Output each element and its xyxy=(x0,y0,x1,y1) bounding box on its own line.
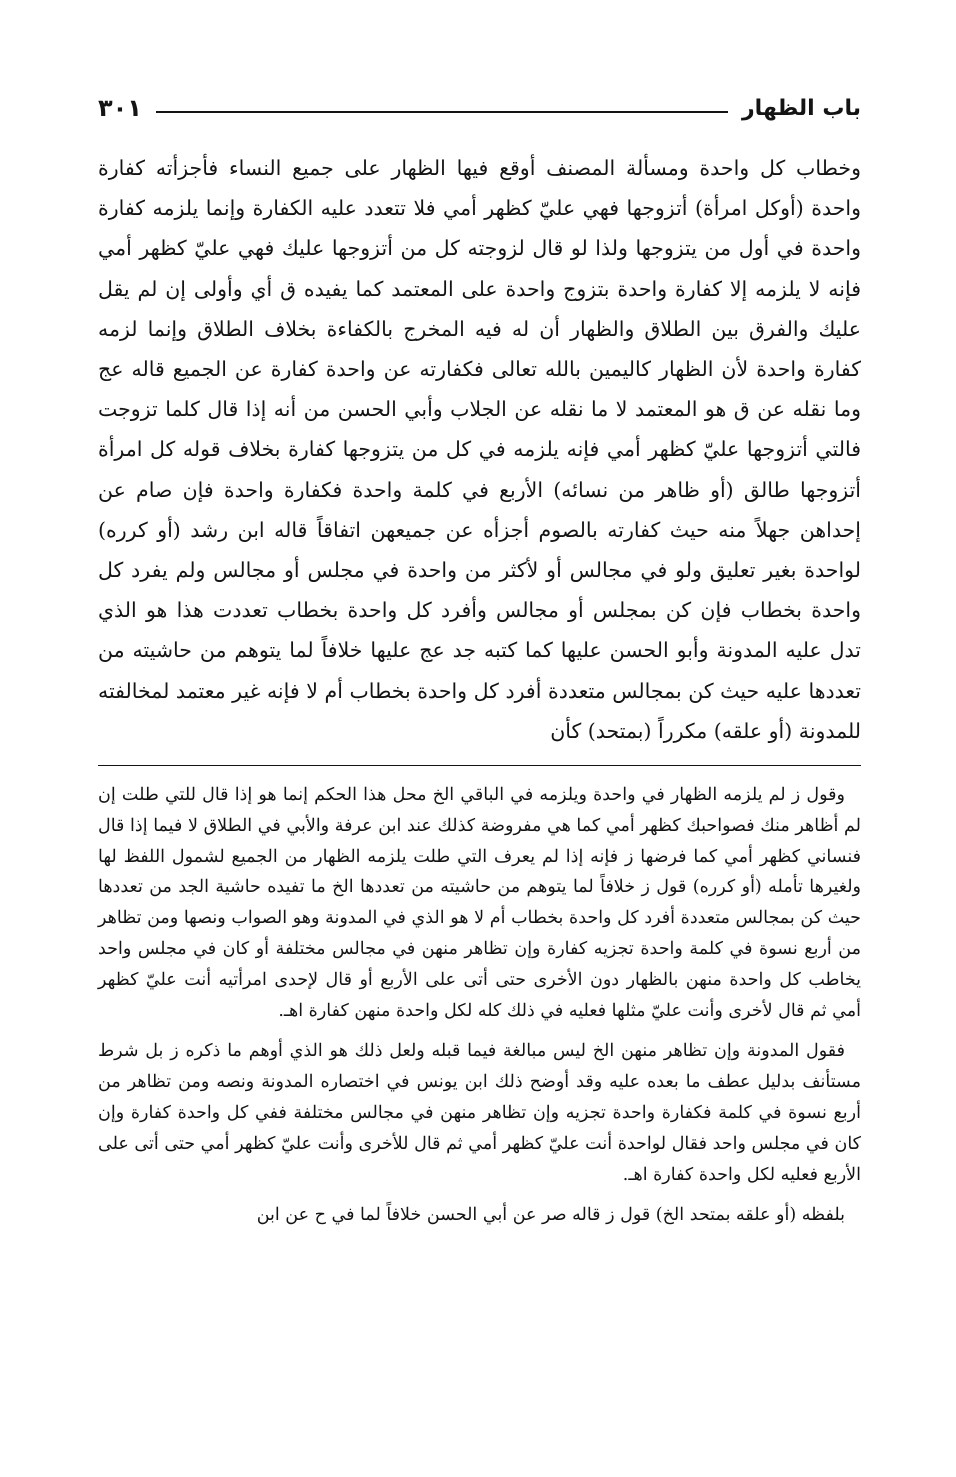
header-rule xyxy=(156,111,728,113)
running-header xyxy=(98,88,861,128)
page-number: ٣٠١ xyxy=(98,94,142,122)
footnote-divider xyxy=(98,765,861,766)
footnotes xyxy=(98,780,861,1231)
footnote-paragraph: وقول ز لم يلزمه الظهار في واحدة ويلزمه في الباقي الخ محل هذا الحكم إنما هو إذا قال للتي طلت إن لم أظاهر منك فصواحبك كظهر أمي كما هي مفروضة كذلك عند ابن عرفة والأبي في الطلاق لا فيما إذا قال فنساني كظهر أمي كما فرضها ز فإنه إذا لم يعرف التي طلت يلزمه الظهار من الجميع لشمول اللفظ لها ولغيرها تأمله (أو كرره) قول ز خلافاً لما يتوهم من حاشيته من تعددها الخ ما تفيده حاشية الجد من تعددها حيث كن بمجالس متعددة أفرد كل واحدة بخطاب أم لا هو الذي في المدونة وهو الصواب ونصها ومن تظاهر من أربع نسوة في كلمة واحدة تجزيه كفارة وإن تظاهر منهن في مجالس مختلفة أو كان في مجلس واحد يخاطب كل واحدة منهن بالظهار دون الأخرى حتى أتى على الأربع أو قال لإحدى امرأتيه أنت عليّ كظهر أمي ثم قال لأخرى وأنت عليّ مثلها فعليه في ذلك كله لكل واحدة منهن كفارة اهـ. xyxy=(98,785,861,1021)
main-paragraph: وخطاب كل واحدة ومسألة المصنف أوقع فيها الظهار على جميع النساء فأجزأته كفارة واحدة (أوكل امرأة) أتزوجها فهي عليّ كظهر أمي فلا تتعدد عليه الكفارة وإنما يلزمه كفارة واحدة في أول من يتزوجها ولذا لو قال لزوجته كل من أتزوجها عليك فهي عليّ كظهر أمي فإنه لا يلزمه إلا كفارة واحدة بتزوج واحدة على المعتمد كما يفيده ق أي وأولى إن لم يقل عليك والفرق بين الطلاق والظهار أن له فيه المخرج بالكفاءة بخلاف الطلاق وإنما لزمه كفارة واحدة لأن الظهار كاليمين بالله تعالى فكفارته عن واحدة كفارة عن الجميع قاله عج وما نقله عن ق هو المعتمد لا ما نقله عن الجلاب وأبي الحسن من أنه إذا قال كلما تزوجت فالتي أتزوجها عليّ كظهر أمي فإنه يلزمه في كل من يتزوجها كفارة بخلاف قوله كل امرأة أتزوجها طالق (أو ظاهر من نسائه) الأربع في كلمة واحدة فكفارة واحدة فإن صام عن إحداهن جهلاً منه حيث كفارته بالصوم أجزأه عن جميعهن اتفاقاً قاله ابن رشد (أو كرره) لواحدة بغير تعليق ولو في مجالس أو لأكثر من واحدة في مجلس أو مجالس ولم يفرد كل واحدة بخطاب فإن كن بمجلس أو مجالس وأفرد كل واحدة بخطاب تعددت هذا هو الذي تدل عليه المدونة وأبو الحسن عليها كما كتبه جد عج عليها خلافاً لما يتوهم من حاشيته من تعددها عليه حيث كن بمجالس متعددة أفرد كل واحدة بخطاب أم لا فإنه غير معتمد لمخالفته للمدونة (أو علقه) مكرراً (بمتحد) كأن xyxy=(98,156,861,743)
book-page xyxy=(98,88,861,1241)
footnote-paragraph: فقول المدونة وإن تظاهر منهن الخ ليس مبالغة فيما قبله ولعل ذلك هو الذي أوهم ما ذكره ز بل شرط مستأنف بدليل عطف ما بعده عليه وقد أوضح ذلك ابن يونس في اختصاره المدونة ونصه ومن تظاهر من أربع نسوة في كلمة فكفارة واحدة تجزيه وإن تظاهر منهن في مجالس مختلفة ففي كل واحدة كفارة وإن كان في مجلس واحد فقال لواحدة أنت عليّ كظهر أمي ثم قال للأخرى وأنت عليّ كظهر أمي حتى أتى على الأربع فعليه لكل واحدة كفارة اهـ. xyxy=(98,1041,861,1185)
footnote-paragraph: بلفظه (أو علقه بمتحد الخ) قول ز قاله صر عن أبي الحسن خلافاً لما في ح عن ابن xyxy=(256,1205,845,1226)
main-text xyxy=(98,148,861,751)
chapter-title: باب الظهار xyxy=(742,95,861,121)
